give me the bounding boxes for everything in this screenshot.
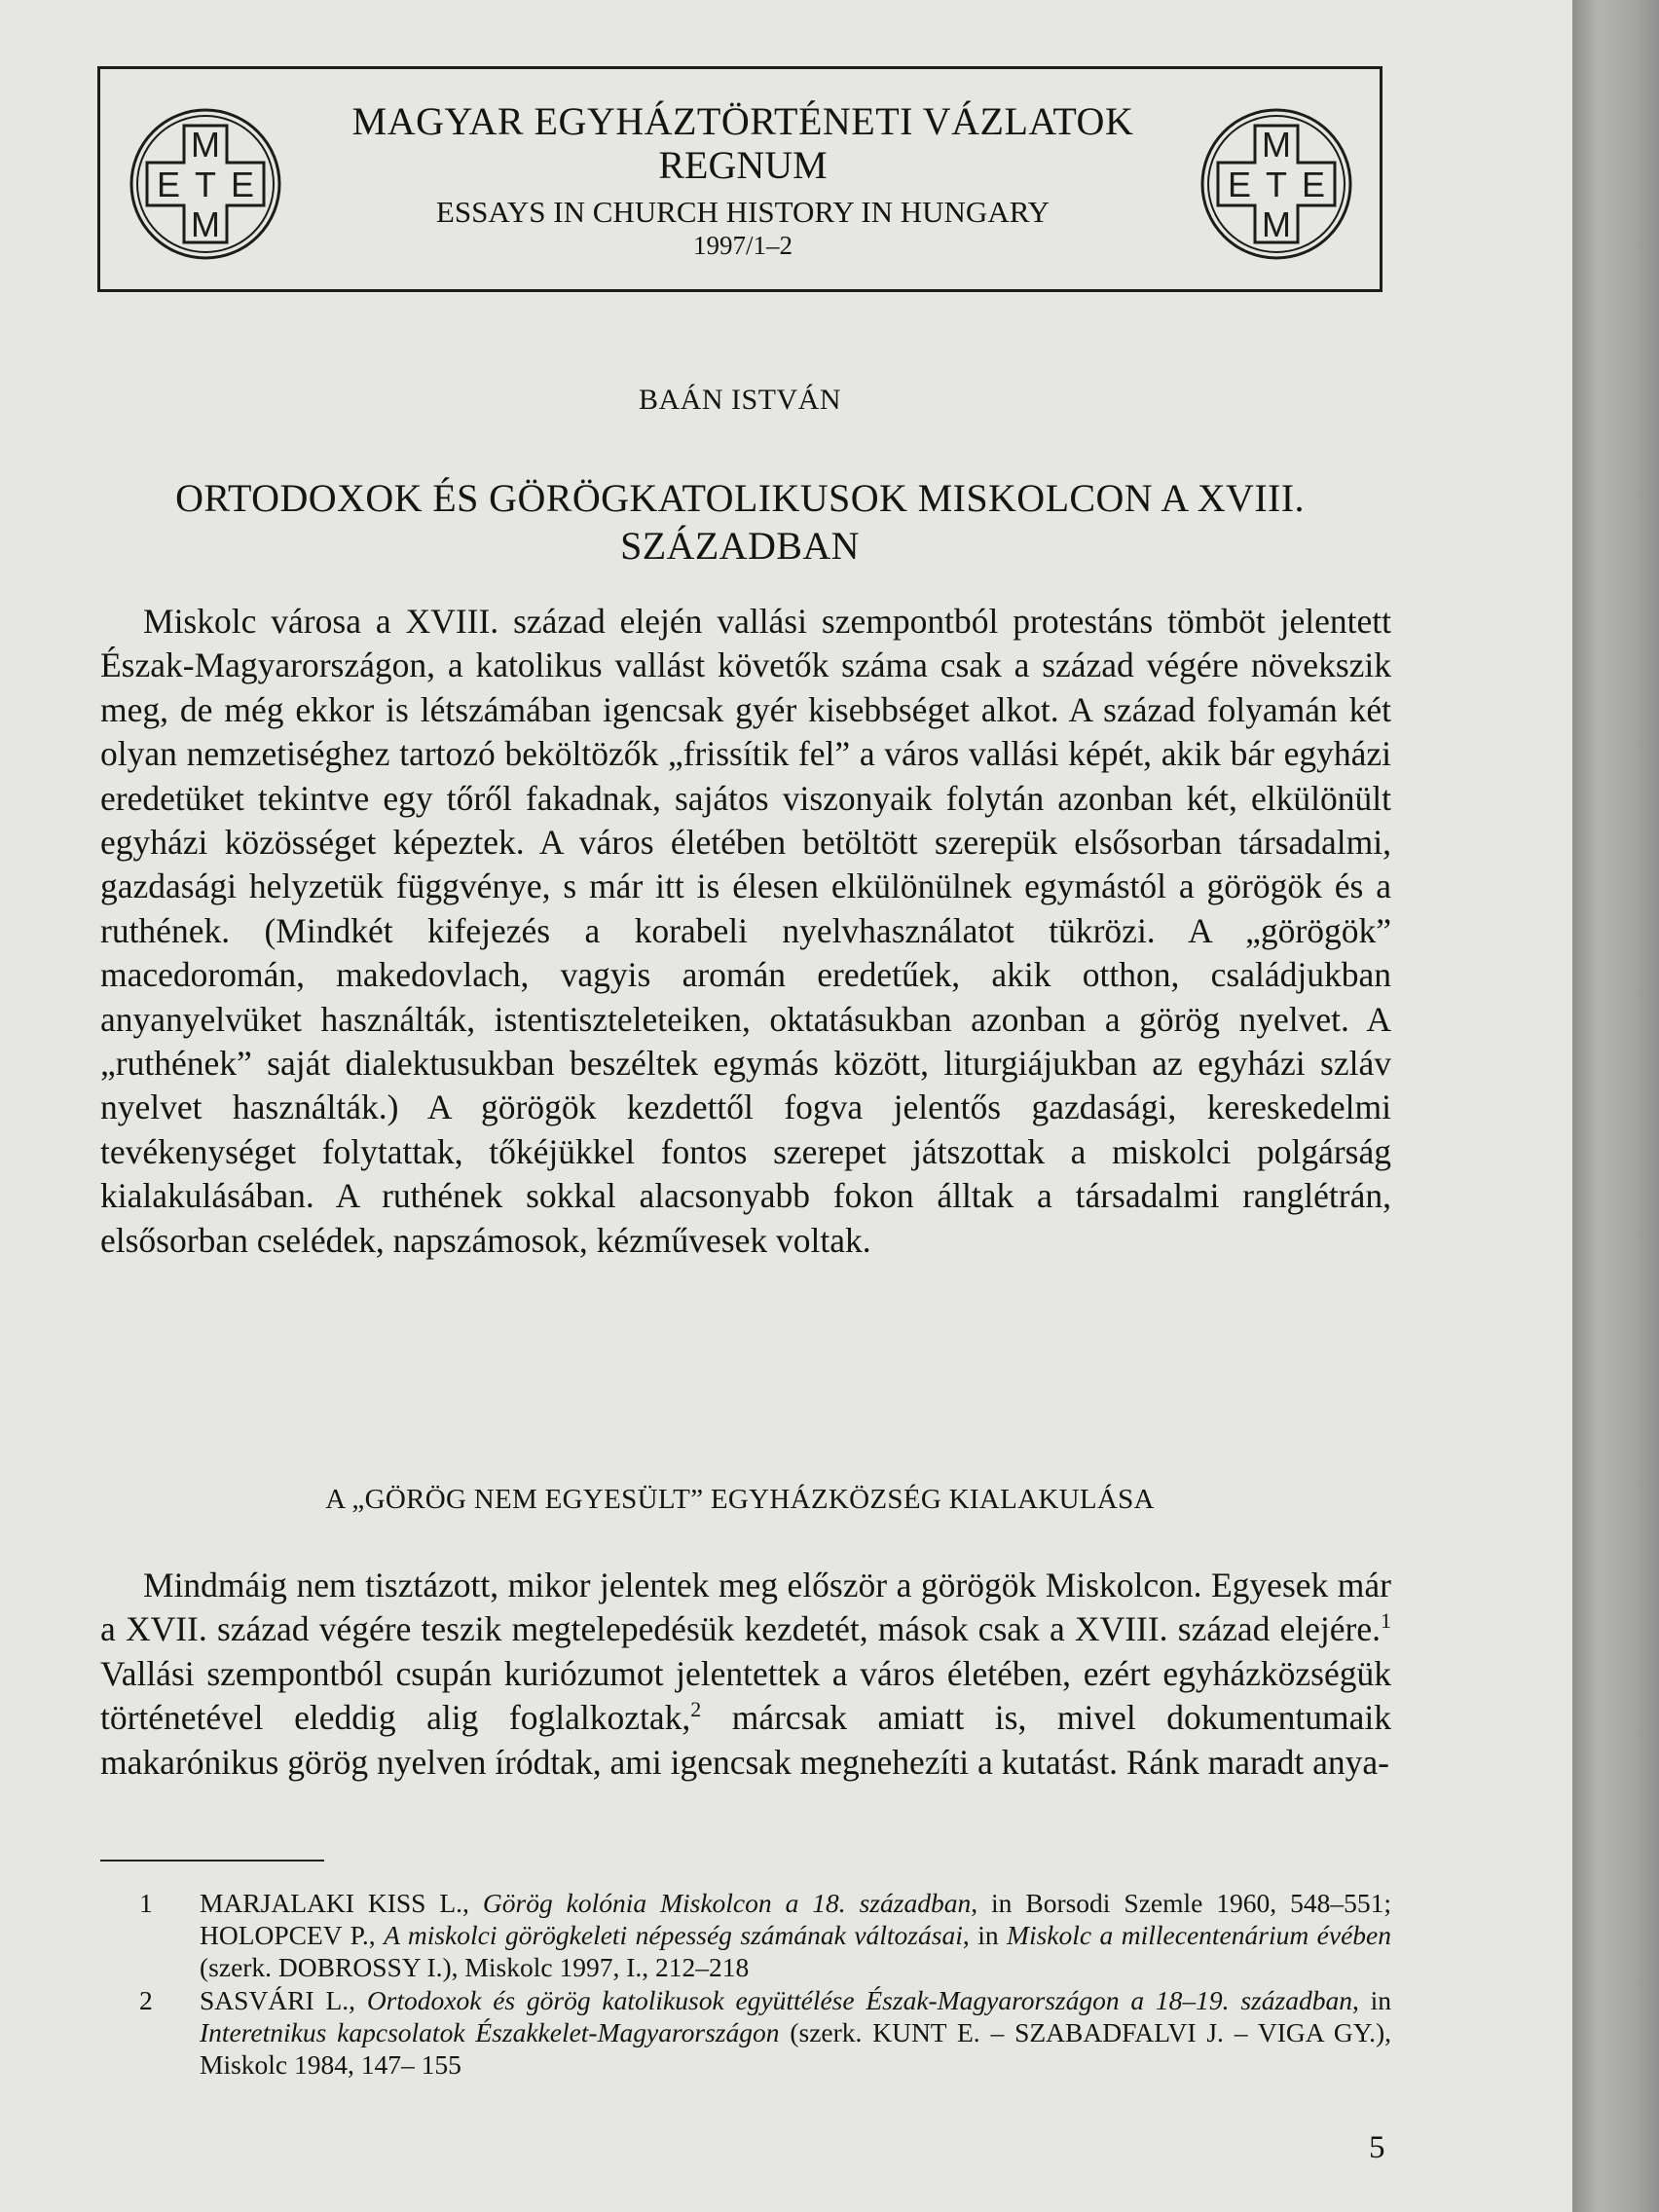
logo-letter-left: E [156, 165, 181, 204]
footnote [100, 1984, 1391, 2081]
journal-title: MAGYAR EGYHÁZTÖRTÉNETI VÁZLATOK [351, 99, 1134, 143]
body-paragraph-1: Miskolc városa a XVIII. század elején vallási szempontból protestáns tömböt jelentett Észak-Magyarországon, a katolikus vallást követők száma csak a század végére növekszik meg, de még ekkor is létszámában igencsak gyér kisebbséget alkot. A század folyamán két olyan nemzetiséghez tartozó beköltözők „frissítik fel” a város vallási képét, akik bár egyházi eredetüket tekintve egy tőről fakadnak, sajátos viszonyaik folytán azonban két, elkülönült egyházi közösséget képeztek. A város életében betöltött szerepük elsősorban társadalmi, gazdasági helyzetük függvénye, s már itt is élesen elkülönülnek egymástól a görögök és a ruthének. (Mindkét kifejezés a korabeli nyelvhasználatot tükrözi. A „görögök” macedoromán, makedovlach, vagyis aromán eredetűek, akik otthon, családjukban anyanyelvüket használták, istentiszteleteiken, oktatásukban azonban a görög nyelvet. A „ruthének” saját dialektusukban beszéltek egymás között, liturgiájukban az egyházi szláv nyelvet használták.) A görögök kezdettől fogva jelentős gazdasági, kereskedelmi tevékenységet folytattak, tőkéjükkel fontos szerepet játszottak a miskolci polgárság kialakulásában. A ruthének sokkal alacsonyabb fokon álltak a társadalmi ranglétrán, elsősorban cselédek, napszámosok, kézművesek voltak. [100, 602, 1391, 1260]
page-number: 5 [1369, 2130, 1385, 2165]
mete-cross-logo-icon [1198, 106, 1354, 262]
logo-letter-right: E [1301, 165, 1326, 204]
logo-letter-center: T [1266, 165, 1287, 204]
footnote-ref: 2 [690, 1697, 702, 1722]
logo-letter-top: M [191, 125, 220, 165]
page-edge-shadow [1572, 0, 1659, 2212]
journal-issue: 1997/1–2 [692, 231, 793, 261]
footnote-ref: 1 [1381, 1608, 1391, 1634]
body-paragraph-2 [100, 1564, 1391, 1785]
journal-english-title: ESSAYS IN CHURCH HISTORY IN HUNGARY [435, 194, 1051, 229]
body-text: Vallási szempontból csupán kuriózumot jelentettek a város életében, ezért egyházközségük történetével eleddig alig foglalkoztak, [100, 1653, 1391, 1738]
footnote [100, 1887, 1391, 1983]
body-text: márcsak amiatt is, mivel dokumentumaik makarónikus görög nyelven íródtak, ami igencsak megnehezíti a kutatást. Ránk maradt anya- [100, 1698, 1391, 1782]
body-text: Mindmáig nem tisztázott, mikor jelentek meg először a görögök Miskolcon. Egyesek már a XVII. század végére teszik megtelepedésük kezdetét, mások csak a XVIII. század elejére. [100, 1566, 1391, 1649]
mete-cross-logo-icon [128, 106, 283, 262]
logo-letter-bottom: M [1262, 204, 1291, 244]
footnote-text: MARJALAKI KISS L., Görög kolónia Miskolcon a 18. században, in Borsodi Szemle 1960, 548–551; HOLOPCEV P., A miskolci görögkeleti népesség számának változásai, in Miskolc a millecentenárium évében (szerk. DOBROSSY I.), Miskolc 1997, I., 212–218 [200, 1888, 1391, 1982]
article-author: BAÁN ISTVÁN [639, 384, 841, 416]
logo-letter-left: E [1227, 165, 1252, 204]
section-heading: A „GÖRÖG NEM EGYESÜLT” EGYHÁZKÖZSÉG KIALAKULÁSA [325, 1484, 1155, 1515]
logo-letter-top: M [1262, 125, 1291, 165]
logo-letter-bottom: M [191, 204, 220, 244]
footnote-number: 2 [139, 1985, 153, 2015]
journal-header [97, 66, 1382, 292]
footnote-number: 1 [139, 1888, 153, 1918]
journal-header-text [334, 100, 1152, 261]
logo-letter-center: T [195, 165, 216, 204]
article-title: ORTODOXOK ÉS GÖRÖGKATOLIKUSOK MISKOLCON A XVIII. SZÁZADBAN [175, 476, 1305, 568]
logo-letter-right: E [230, 165, 255, 204]
footnote-text: SASVÁRI L., Ortodoxok és görög katolikusok együttélése Észak-Magyarországon a 18–19. században, in Interetnikus kapcsolatok Északkelet-Magyarországon (szerk. KUNT E. – SZABADFALVI J. – VIGA GY.), Miskolc 1984, 147– 155 [200, 1985, 1392, 2080]
journal-subtitle: REGNUM [658, 142, 828, 187]
footnote-divider [100, 1860, 324, 1862]
